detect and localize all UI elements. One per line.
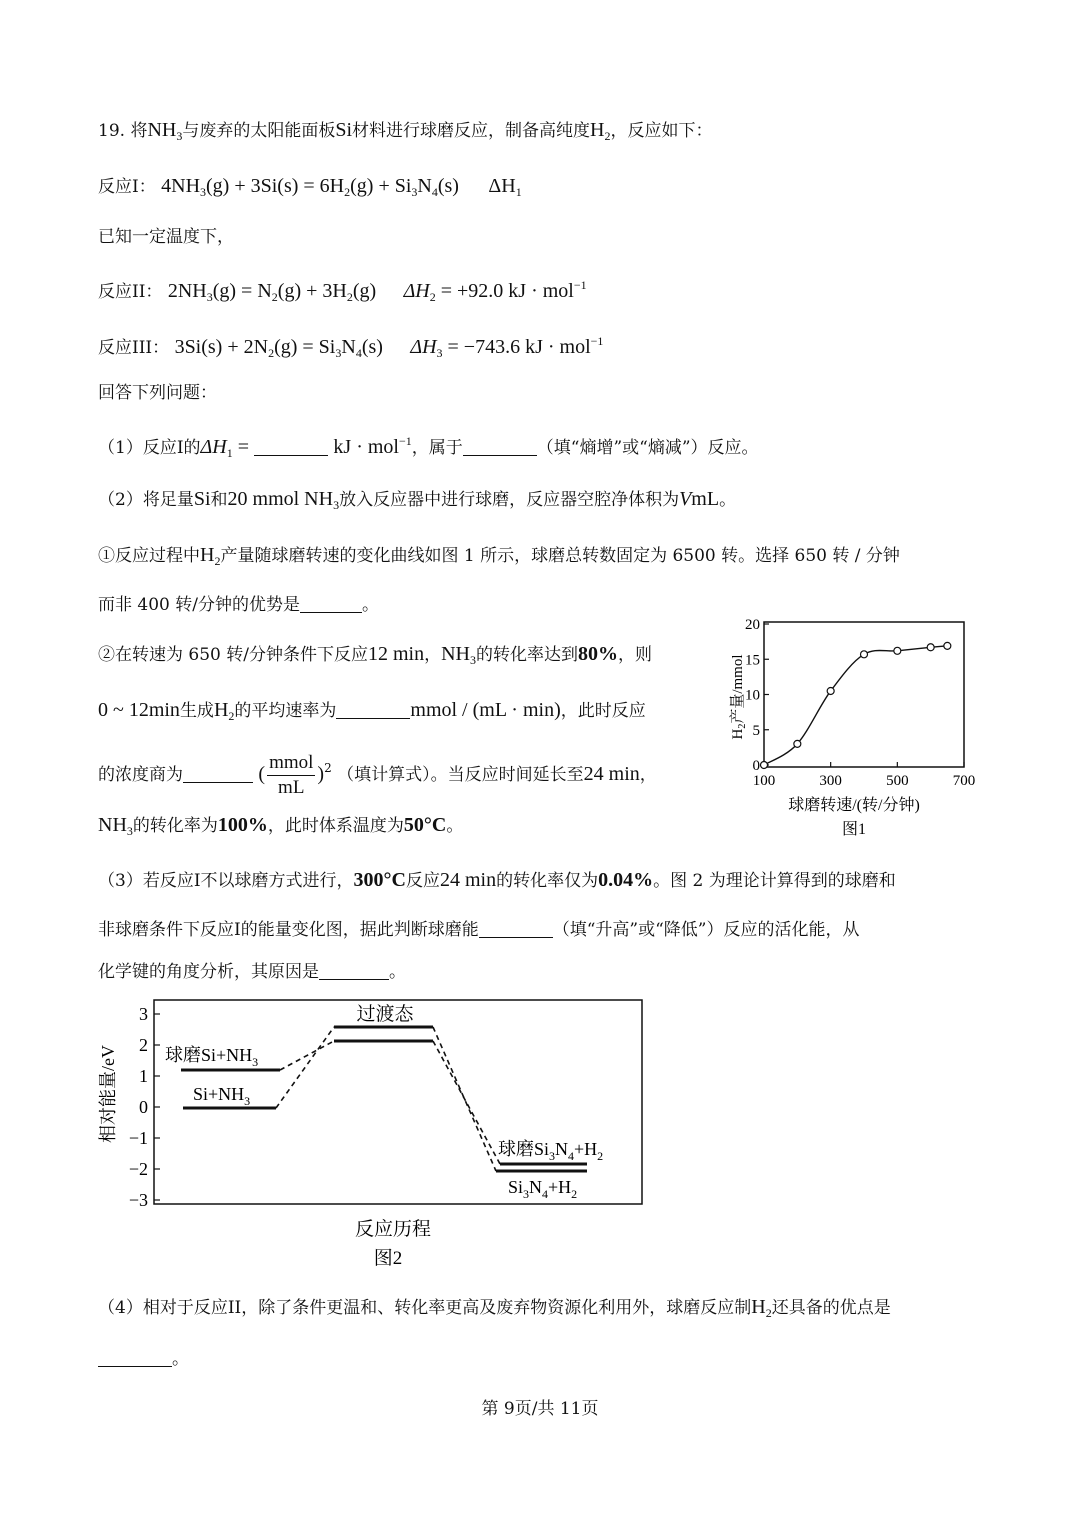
answer-intro: 回答下列问题： — [98, 383, 217, 403]
part-1: （1）反应I的$\Delta H_1$ = kJ · mol$^{-1}$，属于 （填“熵增”或“熵减”）反应。 — [98, 434, 759, 460]
part-4-line2: 。 — [98, 1346, 189, 1372]
answer-blank[interactable] — [183, 764, 253, 783]
fig1-ytick-label: 0 — [752, 758, 760, 774]
part-2-ii-line4: $NH_3$的转化率为100%，此时体系温度为50°C。 — [98, 814, 464, 838]
answer-blank[interactable] — [300, 594, 362, 613]
fig1-ytick-label: 10 — [745, 687, 760, 704]
fig1-xtick-label: 300 — [819, 773, 842, 789]
answer-blank[interactable] — [98, 1348, 172, 1367]
fig2-ytick-label: −2 — [128, 1159, 148, 1179]
fig2-ts-label: 过渡态 — [356, 1004, 414, 1025]
fig2-xlabel: 反应历程 — [354, 1219, 432, 1240]
reaction-3: 反应III： $3Si(s) + 2N_2(g) = Si_3N_4(s) \Delta H_3 = -743.6$ kJ · mol$^{-1}$ — [98, 334, 604, 360]
part-2-i-line1: ①反应过程中$H_2$产量随球磨转速的变化曲线如图 1 所示，球磨总转数固定为 6500 转。选择 650 转 / 分钟 — [98, 544, 900, 568]
fig1-xtick-label: 700 — [952, 773, 976, 789]
part-4-line1: （4）相对于反应II，除了条件更温和、转化率更高及废弃物资源化利用外，球磨反应制$H_2$还具备的优点是 — [98, 1296, 891, 1320]
reaction-1: 反应I： $4NH_3(g) + 3Si(s) = 6H_2(g) + Si_3N_4(s)$ $\Delta H_1$ — [98, 175, 522, 199]
fig2-connector — [280, 1041, 334, 1070]
fig1-data-point — [894, 647, 901, 654]
fig1-data-point — [944, 642, 951, 649]
known-condition: 已知一定温度下， — [98, 227, 234, 247]
fig1-curve — [764, 646, 947, 765]
part-3-line1: （3）若反应I不以球磨方式进行，300°C反应24 min的转化率仅为0.04%。图 2 为理论计算得到的球磨和 — [98, 869, 896, 891]
part-3-line3: 化学键的角度分析，其原因是 。 — [98, 962, 406, 982]
fig1-xtick-label: 500 — [886, 773, 909, 789]
fig2-ytick-label: 2 — [139, 1035, 148, 1055]
fig1-ylabel: $H_2$产量/mmol — [730, 654, 748, 740]
fig1-caption: 图1 — [841, 821, 867, 838]
figure-2 — [92, 994, 652, 1276]
answer-blank[interactable] — [254, 437, 328, 456]
figure-1 — [724, 612, 986, 844]
fig2-bm-reactant-label: 球磨$Si+NH_3$ — [165, 1045, 259, 1069]
fig1-data-point — [861, 651, 868, 658]
fig1-data-point — [927, 644, 934, 651]
reaction-2: 反应II： $2NH_3(g) = N_2(g) + 3H_2(g) \Delta H_2 = +92.0$ kJ · mol$^{-1}$ — [98, 278, 587, 304]
fig1-data-point — [794, 740, 801, 747]
page-footer: 第 9页/共 11页 — [481, 1399, 599, 1419]
fig1-xlabel: 球磨转速/(转/分钟) — [788, 797, 920, 814]
question-19-intro: 19. 将$NH_3$与废弃的太阳能面板Si材料进行球磨反应，制备高纯度$H_2$，反应如下： — [98, 119, 713, 143]
fig1-ytick-label: 15 — [745, 652, 760, 669]
fig1-data-point — [761, 762, 768, 769]
part-3-line2: 非球磨条件下反应I的能量变化图，据此判断球磨能 （填“升高”或“降低”）反应的活化能，从 — [98, 920, 860, 940]
fig1-ytick-label: 5 — [752, 722, 760, 739]
answer-blank[interactable] — [479, 919, 553, 938]
part-2-i-line2: 而非 400 转/分钟的优势是 。 — [98, 595, 379, 615]
fig2-bm-product-label: 球磨$Si_3N_4+H_2$ — [498, 1139, 604, 1163]
answer-blank[interactable] — [336, 700, 410, 719]
fig1-ytick-label: 20 — [745, 617, 760, 633]
fig2-ytick-label: −1 — [128, 1128, 148, 1148]
fig2-connector — [276, 1027, 334, 1108]
fig2-reactant-label: $Si+NH_3$ — [193, 1084, 251, 1108]
part-2-ii-line2: 0 ~ 12min生成$H_2$的平均速率为 mmol / (mL · min)，此时反应 — [98, 699, 646, 723]
fig2-ylabel: 相对能量/eV — [98, 1045, 118, 1143]
fig2-product-label: $Si_3N_4+H_2$ — [508, 1177, 578, 1201]
answer-blank[interactable] — [319, 961, 389, 980]
part-2-ii-line3: 的浓度商为 ( $\frac{\text{mmol}}{mL}$ )$^2$ （填计算式）。当反应时间延长至24 min， — [98, 752, 657, 798]
fig2-ytick-label: 1 — [139, 1066, 148, 1086]
part-2-ii-line1: ②在转速为 650 转/分钟条件下反应12 min，$NH_3$的转化率达到80%，则 — [98, 643, 652, 667]
fig2-caption: 图2 — [373, 1248, 403, 1269]
part-2: （2）将足量Si和20 mmol $NH_3$放入反应器中进行球磨，反应器空腔净体积为VmL。 — [98, 488, 737, 512]
fig2-ytick-label: −3 — [128, 1190, 148, 1210]
fig1-data-point — [827, 687, 834, 694]
fig2-ytick-label: 3 — [139, 1004, 148, 1024]
answer-blank[interactable] — [463, 437, 537, 456]
fig2-ytick-label: 0 — [139, 1097, 148, 1117]
fig1-xtick-label: 100 — [752, 773, 776, 789]
